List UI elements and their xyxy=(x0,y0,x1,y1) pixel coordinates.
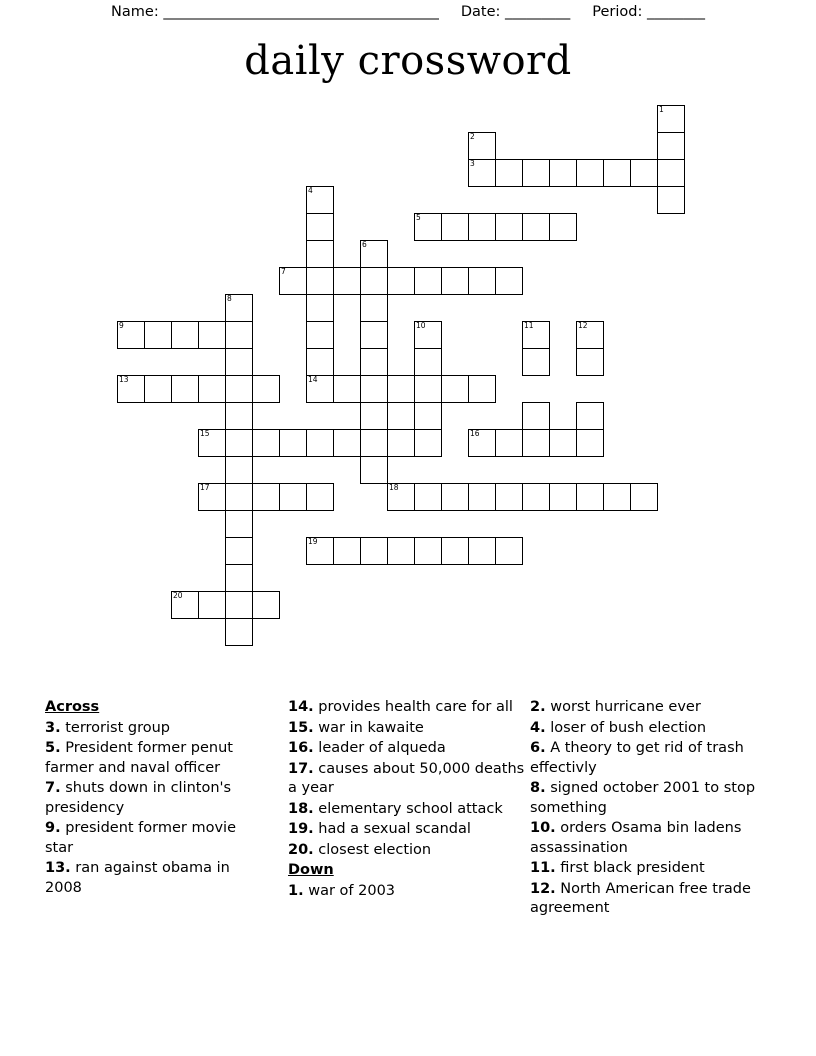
clue-item xyxy=(530,859,770,879)
crossword-cell[interactable] xyxy=(603,483,631,511)
clue-number: 13. xyxy=(45,860,71,876)
crossword-cell[interactable] xyxy=(576,429,604,457)
crossword-cell[interactable] xyxy=(306,375,334,403)
crossword-cell[interactable] xyxy=(414,348,442,376)
cell-number: 11 xyxy=(524,321,534,330)
crossword-cell[interactable] xyxy=(225,456,253,484)
crossword-cell[interactable] xyxy=(414,267,442,295)
clue-item xyxy=(288,882,528,902)
period-field-label: Period: ________ xyxy=(592,4,705,20)
cell-number: 10 xyxy=(416,321,426,330)
crossword-cell[interactable] xyxy=(306,294,334,322)
clue-number: 8. xyxy=(530,780,546,796)
clue-number: 7. xyxy=(45,780,61,796)
crossword-cell[interactable] xyxy=(306,537,334,565)
crossword-cell[interactable] xyxy=(522,483,550,511)
crossword-cell[interactable] xyxy=(549,213,577,241)
clue-item xyxy=(45,739,267,778)
crossword-cell[interactable] xyxy=(198,321,226,349)
crossword-cell[interactable] xyxy=(657,159,685,187)
crossword-cell[interactable] xyxy=(225,348,253,376)
cell-number: 20 xyxy=(173,591,183,600)
crossword-cell[interactable] xyxy=(225,564,253,592)
crossword-cell[interactable] xyxy=(522,321,550,349)
cell-number: 1 xyxy=(659,105,664,114)
crossword-cell[interactable] xyxy=(306,429,334,457)
crossword-cell[interactable] xyxy=(279,429,307,457)
crossword-cell[interactable] xyxy=(549,483,577,511)
clue-text: A theory to get rid of trash effectivly xyxy=(530,740,744,776)
clue-number: 14. xyxy=(288,699,314,715)
clue-text: leader of alqueda xyxy=(313,740,446,756)
clue-text: first black president xyxy=(555,860,705,876)
clue-text: president former movie star xyxy=(45,820,237,856)
crossword-cell[interactable] xyxy=(657,132,685,160)
clues-column-2 xyxy=(288,698,528,902)
crossword-cell[interactable] xyxy=(225,402,253,430)
crossword-cell[interactable] xyxy=(576,348,604,376)
clue-number: 15. xyxy=(288,719,314,736)
crossword-cell[interactable] xyxy=(225,618,253,646)
crossword-cell[interactable] xyxy=(414,213,442,241)
clue-item xyxy=(45,819,267,858)
crossword-cell[interactable] xyxy=(387,429,415,457)
cell-number: 2 xyxy=(470,132,475,141)
crossword-cell[interactable] xyxy=(414,321,442,349)
clue-number: 2. xyxy=(530,699,546,715)
clue-number: 12. xyxy=(530,880,556,897)
crossword-cell[interactable] xyxy=(630,483,658,511)
crossword-cell[interactable] xyxy=(333,375,361,403)
crossword-cell[interactable] xyxy=(360,321,388,349)
clue-text: closest election xyxy=(313,841,432,858)
cell-number: 16 xyxy=(470,429,480,438)
cell-number: 4 xyxy=(308,186,313,195)
crossword-cell[interactable] xyxy=(360,240,388,268)
crossword-cell[interactable] xyxy=(306,483,334,511)
cell-number: 19 xyxy=(308,537,318,546)
crossword-cell[interactable] xyxy=(495,267,523,295)
crossword-cell[interactable] xyxy=(306,213,334,241)
crossword-cell[interactable] xyxy=(306,321,334,349)
clue-text: signed october 2001 to stop something xyxy=(530,780,756,816)
cell-number: 13 xyxy=(119,375,129,384)
clue-text: war in kawaite xyxy=(313,719,424,736)
crossword-cell[interactable] xyxy=(522,348,550,376)
crossword-cell[interactable] xyxy=(387,267,415,295)
crossword-cell[interactable] xyxy=(468,537,496,565)
crossword-cell[interactable] xyxy=(522,159,550,187)
cell-number: 8 xyxy=(227,294,232,303)
crossword-cell[interactable] xyxy=(279,267,307,295)
crossword-cell[interactable] xyxy=(252,483,280,511)
page-title: daily crossword xyxy=(244,38,572,84)
crossword-cell[interactable] xyxy=(225,591,253,619)
crossword-cell[interactable] xyxy=(495,537,523,565)
crossword-cell[interactable] xyxy=(414,537,442,565)
clue-item xyxy=(530,880,770,919)
crossword-cell[interactable] xyxy=(171,591,199,619)
clue-number: 5. xyxy=(45,740,61,756)
cell-number: 14 xyxy=(308,375,318,384)
crossword-cell[interactable] xyxy=(252,375,280,403)
clue-number: 19. xyxy=(288,821,314,837)
clue-text: loser of bush election xyxy=(545,719,707,736)
clue-number: 1. xyxy=(288,882,304,899)
crossword-cell[interactable] xyxy=(252,429,280,457)
down-heading: Down xyxy=(288,862,334,878)
crossword-cell[interactable] xyxy=(387,537,415,565)
crossword-cell[interactable] xyxy=(576,402,604,430)
clue-item xyxy=(45,719,267,739)
clue-text: President former penut farmer and naval officer xyxy=(45,740,233,776)
crossword-cell[interactable] xyxy=(414,429,442,457)
cell-number: 6 xyxy=(362,240,367,249)
crossword-cell[interactable] xyxy=(306,186,334,214)
crossword-cell[interactable] xyxy=(387,375,415,403)
crossword-cell[interactable] xyxy=(468,429,496,457)
crossword-cell[interactable] xyxy=(360,402,388,430)
clues-column-3 xyxy=(530,698,770,920)
crossword-cell[interactable] xyxy=(117,321,145,349)
clue-text: war of 2003 xyxy=(303,882,396,899)
crossword-cell[interactable] xyxy=(549,159,577,187)
crossword-cell[interactable] xyxy=(441,375,469,403)
crossword-cell[interactable] xyxy=(306,240,334,268)
crossword-cell[interactable] xyxy=(468,375,496,403)
crossword-cell[interactable] xyxy=(306,267,334,295)
clue-item xyxy=(288,698,528,718)
clue-number: 18. xyxy=(288,800,314,817)
clue-text: orders Osama bin ladens assassination xyxy=(530,820,742,856)
crossword-cell[interactable] xyxy=(225,294,253,322)
crossword-cell[interactable] xyxy=(603,159,631,187)
clue-item xyxy=(288,719,528,739)
clue-text: causes about 50,000 deaths a year xyxy=(288,760,525,796)
crossword-cell[interactable] xyxy=(468,483,496,511)
clue-number: 16. xyxy=(288,740,314,756)
clue-text: elementary school attack xyxy=(313,800,503,817)
crossword-cell[interactable] xyxy=(441,537,469,565)
clue-number: 4. xyxy=(530,719,546,736)
crossword-cell[interactable] xyxy=(414,483,442,511)
clue-number: 3. xyxy=(45,719,61,736)
name-field-label: Name: ______________________________________ xyxy=(111,4,439,20)
crossword-cell[interactable] xyxy=(279,483,307,511)
crossword-cell[interactable] xyxy=(360,537,388,565)
cell-number: 18 xyxy=(389,483,399,492)
crossword-cell[interactable] xyxy=(468,132,496,160)
clue-item xyxy=(288,820,528,840)
across-heading: Across xyxy=(45,699,100,715)
crossword-cell[interactable] xyxy=(495,429,523,457)
crossword-cell[interactable] xyxy=(468,213,496,241)
crossword-cell[interactable] xyxy=(360,375,388,403)
clue-item xyxy=(288,739,528,759)
clue-text: had a sexual scandal xyxy=(313,821,471,837)
crossword-cell[interactable] xyxy=(387,483,415,511)
cell-number: 15 xyxy=(200,429,210,438)
clue-text: shuts down in clinton's presidency xyxy=(45,780,232,816)
crossword-cell[interactable] xyxy=(630,159,658,187)
clues-column-1 xyxy=(45,698,267,899)
crossword-cell[interactable] xyxy=(333,429,361,457)
date-field-label: Date: _________ xyxy=(460,4,571,20)
crossword-cell[interactable] xyxy=(522,429,550,457)
crossword-cell[interactable] xyxy=(171,375,199,403)
clue-text: worst hurricane ever xyxy=(545,699,701,715)
crossword-grid[interactable] xyxy=(0,105,816,695)
clue-item xyxy=(45,779,267,818)
crossword-cell[interactable] xyxy=(576,159,604,187)
clue-number: 9. xyxy=(45,820,61,836)
clue-text: provides health care for all xyxy=(313,699,513,715)
crossword-cell[interactable] xyxy=(360,294,388,322)
crossword-cell[interactable] xyxy=(360,267,388,295)
student-info-header xyxy=(0,0,816,24)
crossword-cell[interactable] xyxy=(171,321,199,349)
crossword-cell[interactable] xyxy=(198,591,226,619)
clue-item xyxy=(530,739,770,778)
crossword-cell[interactable] xyxy=(414,375,442,403)
crossword-cell[interactable] xyxy=(522,213,550,241)
crossword-cell[interactable] xyxy=(576,483,604,511)
crossword-cell[interactable] xyxy=(333,267,361,295)
crossword-cell[interactable] xyxy=(441,213,469,241)
cell-number: 12 xyxy=(578,321,588,330)
crossword-cell[interactable] xyxy=(360,456,388,484)
crossword-cell[interactable] xyxy=(306,348,334,376)
clue-item xyxy=(530,719,770,739)
crossword-cell[interactable] xyxy=(468,159,496,187)
crossword-cell[interactable] xyxy=(495,483,523,511)
crossword-cell[interactable] xyxy=(360,348,388,376)
clue-number: 6. xyxy=(530,740,546,756)
crossword-cell[interactable] xyxy=(225,429,253,457)
crossword-cell[interactable] xyxy=(522,402,550,430)
clue-number: 20. xyxy=(288,841,314,858)
cell-number: 7 xyxy=(281,267,286,276)
crossword-cell[interactable] xyxy=(549,429,577,457)
crossword-cell[interactable] xyxy=(441,483,469,511)
crossword-cell[interactable] xyxy=(657,186,685,214)
crossword-cell[interactable] xyxy=(198,429,226,457)
crossword-cell[interactable] xyxy=(117,375,145,403)
crossword-cell[interactable] xyxy=(468,267,496,295)
clue-number: 11. xyxy=(530,860,556,876)
crossword-cell[interactable] xyxy=(252,591,280,619)
clue-number: 17. xyxy=(288,760,314,777)
crossword-cell[interactable] xyxy=(495,213,523,241)
crossword-cell[interactable] xyxy=(225,321,253,349)
clue-item xyxy=(45,859,267,898)
crossword-cell[interactable] xyxy=(495,159,523,187)
crossword-cell[interactable] xyxy=(225,483,253,511)
clue-item xyxy=(288,760,528,799)
crossword-cell[interactable] xyxy=(144,321,172,349)
crossword-cell[interactable] xyxy=(333,537,361,565)
crossword-cell[interactable] xyxy=(198,483,226,511)
crossword-cell[interactable] xyxy=(414,402,442,430)
crossword-cell[interactable] xyxy=(144,375,172,403)
cell-number: 3 xyxy=(470,159,475,168)
clue-item xyxy=(288,800,528,820)
clue-item xyxy=(530,819,770,858)
crossword-cell[interactable] xyxy=(657,105,685,133)
clues-section xyxy=(45,698,785,968)
crossword-cell[interactable] xyxy=(225,510,253,538)
cell-number: 5 xyxy=(416,213,421,222)
cell-number: 9 xyxy=(119,321,124,330)
clue-text: North American free trade agreement xyxy=(530,880,751,916)
clue-item xyxy=(288,841,528,861)
clue-text: terrorist group xyxy=(60,719,170,736)
clue-item xyxy=(530,698,770,718)
crossword-cell[interactable] xyxy=(198,375,226,403)
crossword-cell[interactable] xyxy=(360,429,388,457)
crossword-cell[interactable] xyxy=(225,375,253,403)
crossword-cell[interactable] xyxy=(576,321,604,349)
crossword-cell[interactable] xyxy=(441,267,469,295)
clue-number: 10. xyxy=(530,820,556,836)
cell-number: 17 xyxy=(200,483,210,492)
crossword-cell[interactable] xyxy=(225,537,253,565)
clue-item xyxy=(530,779,770,818)
clue-text: ran against obama in 2008 xyxy=(45,860,230,896)
